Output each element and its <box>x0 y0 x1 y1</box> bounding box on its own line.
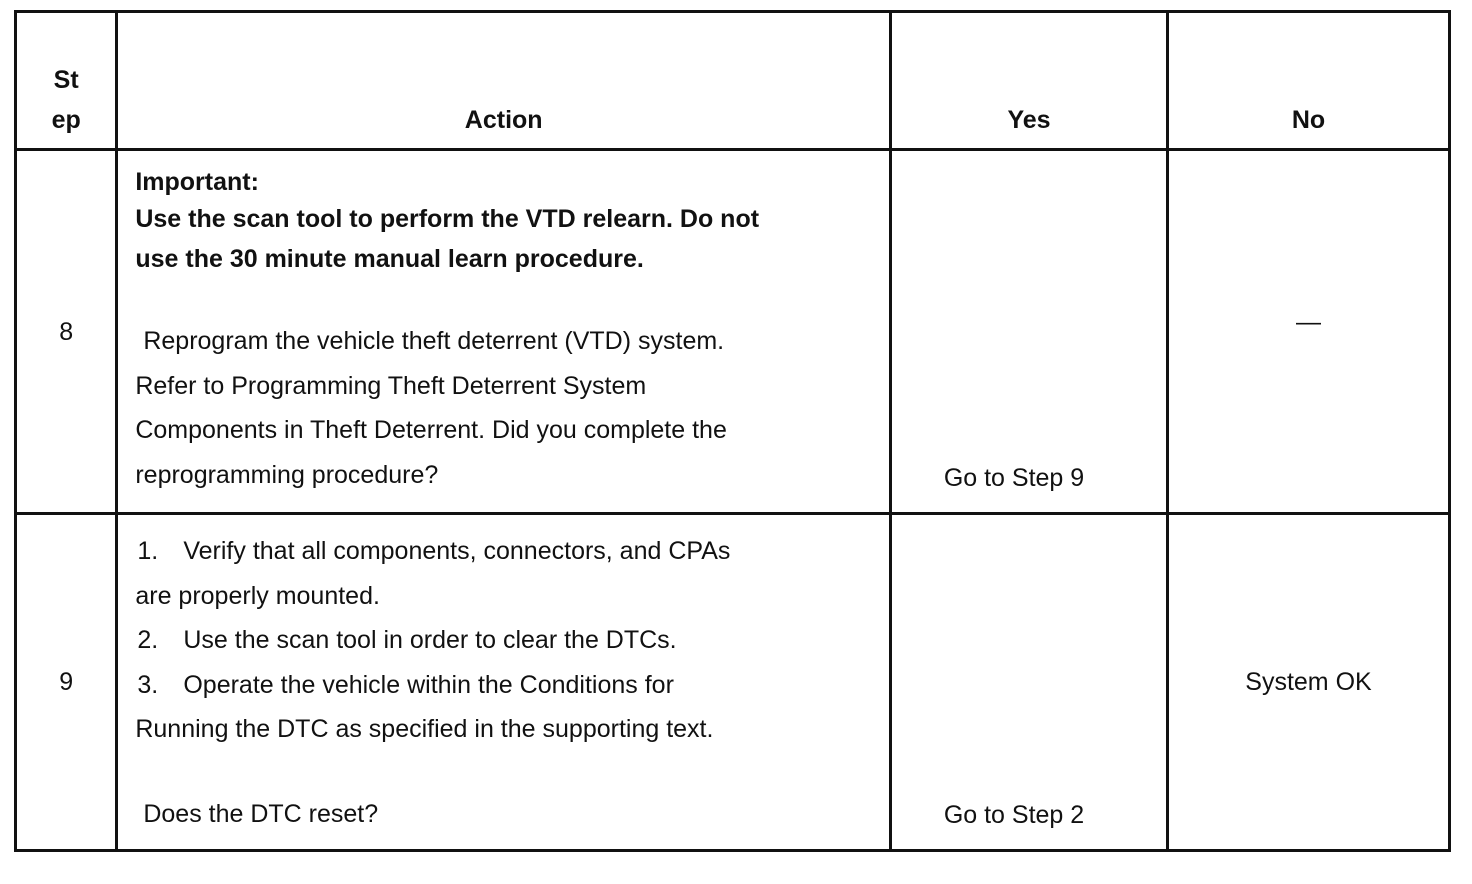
header-step-line1: St <box>53 66 79 94</box>
step-cell <box>16 150 117 514</box>
step-number: 8 <box>59 317 74 346</box>
table-row <box>16 514 1450 851</box>
no-cell <box>1167 514 1449 851</box>
step-number: 9 <box>59 668 74 696</box>
list-number: 1. <box>137 537 159 565</box>
action-text-line: reprogramming procedure? <box>135 460 439 489</box>
header-step <box>16 12 117 150</box>
header-action-label: Action <box>464 106 543 134</box>
action-text-line: Refer to Programming Theft Deterrent System <box>135 371 647 400</box>
list-item-continuation: Running the DTC as specified in the supporting text. <box>135 715 714 743</box>
list-number: 3. <box>137 670 159 699</box>
action-text-line: Components in Theft Deterrent. Did you complete the <box>135 416 727 444</box>
list-item <box>135 529 879 574</box>
diagnostic-table <box>14 10 1451 852</box>
table-row <box>16 150 1450 514</box>
action-text <box>135 319 879 497</box>
action-cell <box>117 514 891 851</box>
no-result: System OK <box>1245 668 1372 696</box>
list-item-continuation: are properly mounted. <box>135 581 380 610</box>
action-cell <box>117 150 891 514</box>
header-no-label: No <box>1291 106 1326 134</box>
important-line: use the 30 minute manual learn procedure. <box>135 245 644 273</box>
header-action <box>117 12 891 150</box>
list-text: Use the scan tool in order to clear the DTCs. <box>183 626 677 654</box>
spacer <box>135 752 879 792</box>
yes-result: Go to Step 9 <box>943 464 1085 492</box>
table-header-row <box>16 12 1450 150</box>
no-result: — <box>1295 307 1321 336</box>
list-text: Verify that all components, connectors, and CPAs <box>183 537 731 565</box>
no-cell <box>1167 150 1449 514</box>
list-item <box>135 618 879 663</box>
yes-result: Go to Step 2 <box>943 801 1085 829</box>
step-cell <box>16 514 117 851</box>
spacer <box>135 279 879 319</box>
question-text: Does the DTC reset? <box>143 799 379 828</box>
header-no <box>1167 12 1449 150</box>
header-yes <box>891 12 1168 150</box>
header-yes-label: Yes <box>1007 106 1051 134</box>
action-text-line: Reprogram the vehicle theft deterrent (VTD) system. <box>143 327 725 355</box>
important-label: Important: <box>135 168 259 196</box>
header-step-line2: ep <box>51 106 81 134</box>
list-number: 2. <box>137 626 159 654</box>
list-text: Operate the vehicle within the Conditions for <box>183 670 674 699</box>
list-item <box>135 663 879 708</box>
important-line: Use the scan tool to perform the VTD relearn. Do not <box>135 205 760 233</box>
yes-cell <box>891 514 1168 851</box>
yes-cell <box>891 150 1168 514</box>
